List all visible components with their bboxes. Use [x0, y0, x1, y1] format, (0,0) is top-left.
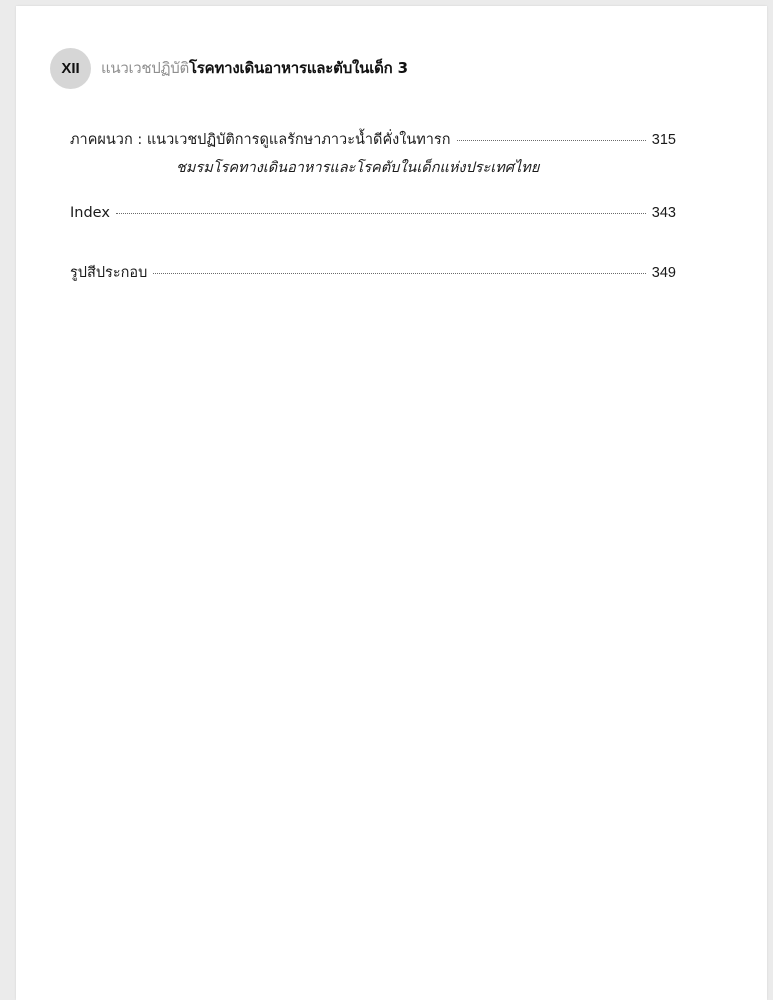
toc-entry-title: รูปสีประกอบ [70, 265, 148, 281]
page-number-badge: XII [50, 48, 91, 89]
document-page [16, 6, 767, 1000]
toc-entry-title: ภาคผนวก : แนวเวชปฏิบัติการดูแลรักษาภาวะน้ำดีคั่งในทารก [70, 132, 451, 148]
toc-entry-page: 315 [651, 132, 676, 148]
toc-entry-page: 343 [651, 205, 676, 221]
dot-leader [153, 273, 645, 274]
toc-entry-title: Index [70, 205, 110, 221]
toc-entry-page: 349 [651, 265, 676, 281]
book-title [101, 56, 408, 80]
toc-entry-author: ชมรมโรคทางเดินอาหารและโรคตับในเด็กแห่งประเทศไทย [176, 160, 540, 176]
dot-leader [116, 213, 646, 214]
toc-entry-color-figures[interactable] [70, 261, 676, 284]
toc-entry-index[interactable] [70, 205, 676, 221]
book-title-light: แนวเวชปฏิบัติ [101, 59, 189, 77]
book-title-bold: โรคทางเดินอาหารและตับในเด็ก 3 [188, 59, 408, 77]
toc-entry-appendix[interactable] [70, 128, 676, 176]
running-head [50, 48, 408, 88]
dot-leader [457, 140, 646, 141]
